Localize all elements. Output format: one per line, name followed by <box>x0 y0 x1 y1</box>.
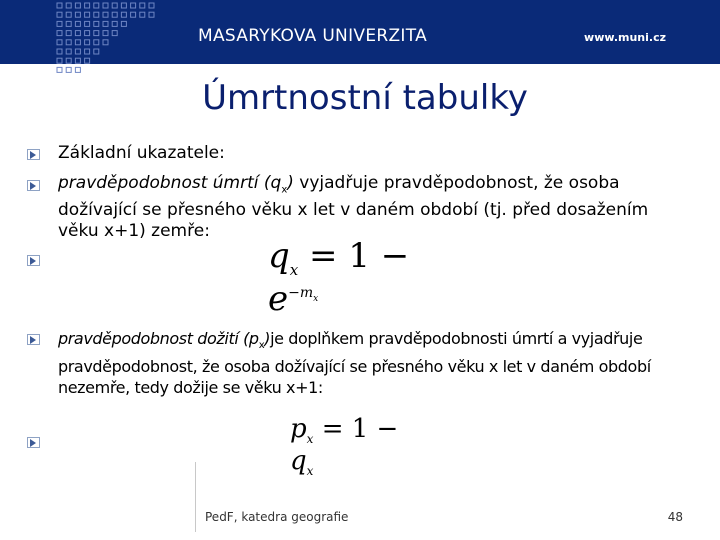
dot-grid-logo-icon <box>56 2 176 78</box>
bullet-icon <box>27 149 40 160</box>
slide-title: Úmrtnostní tabulky <box>202 78 528 118</box>
header-bar <box>0 0 720 64</box>
footer-divider <box>195 462 196 532</box>
formula-survival-probability: $p_x = 1 - q_x$ <box>290 414 425 454</box>
university-url[interactable]: www.muni.cz <box>584 31 666 44</box>
formula-death-probability: $q_x = 1 - e^{-m_x}$ <box>268 236 438 286</box>
page-number: 48 <box>667 510 683 524</box>
university-name: MASARYKOVA UNIVERZITA <box>198 26 428 46</box>
bullet-text-basic-indicators: Základní ukazatele: <box>58 143 225 163</box>
bullet-icon <box>27 255 40 266</box>
bullet-icon <box>27 180 40 191</box>
bullet-icon <box>27 334 40 345</box>
bullet-icon <box>27 437 40 448</box>
bullet-text-survival-probability: pravděpodobnost dožití $(p_x)je$ doplňkem pravděpodobnosti úmrtí a vyjadřuje pravděpodobnost, že osoba dožívající se přesného věku x let v daném období nezemře, tedy dožije se věku x+1: <box>58 329 651 398</box>
footer-department: PedF, katedra geografie <box>205 510 349 524</box>
bullet-text-death-probability: pravděpodobnost úmrtí $(q_x)$ vyjadřuje pravděpodobnost, že osoba dožívající se přesného věku x let v daném období (tj. před dosažením věku x+1) zemře: <box>58 173 649 242</box>
